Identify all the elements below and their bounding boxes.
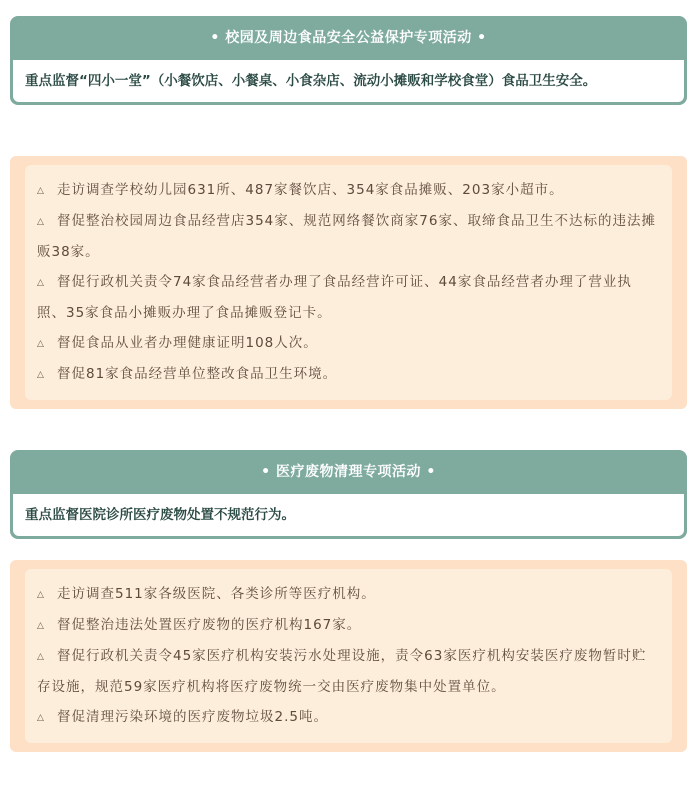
triangle-bullet-icon: △ [37, 186, 45, 196]
triangle-bullet-icon: △ [37, 339, 45, 349]
section-title: • 医疗废物清理专项活动 • [261, 464, 436, 480]
list-item [37, 641, 660, 702]
triangle-bullet-icon: △ [37, 652, 45, 662]
triangle-bullet-icon: △ [37, 590, 45, 600]
section-medical-waste [10, 450, 687, 539]
list-item-text: 督促清理污染环境的医疗废物垃圾2.5吨。 [57, 709, 328, 725]
triangle-bullet-icon: △ [37, 217, 45, 227]
results-card [10, 156, 687, 409]
list-item-text: 督促食品从业者办理健康证明108人次。 [57, 335, 318, 351]
section-food-safety [10, 16, 687, 105]
list-item [37, 175, 660, 206]
section-header [10, 16, 687, 105]
list-item [37, 610, 660, 641]
results-card [10, 560, 687, 752]
list-item-text: 督促行政机关责令74家食品经营者办理了食品经营许可证、44家食品经营者办理了营业执照、35家食品小摊贩办理了食品摊贩登记卡。 [37, 274, 632, 321]
triangle-bullet-icon: △ [37, 370, 45, 380]
triangle-bullet-icon: △ [37, 713, 45, 723]
results-list [25, 569, 672, 743]
section-title: • 校园及周边食品安全公益保护专项活动 • [210, 30, 487, 46]
list-item [37, 267, 660, 328]
list-item [37, 702, 660, 733]
section-description: 重点监督医院诊所医疗废物处置不规范行为。 [13, 494, 684, 536]
list-item-text: 督促81家食品经营单位整改食品卫生环境。 [57, 366, 338, 382]
section-description: 重点监督“四小一堂”（小餐饮店、小餐桌、小食杂店、流动小摊贩和学校食堂）食品卫生安全。 [13, 60, 684, 102]
triangle-bullet-icon: △ [37, 621, 45, 631]
triangle-bullet-icon: △ [37, 278, 45, 288]
list-item-text: 督促整治校园周边食品经营店354家、规范网络餐饮商家76家、取缔食品卫生不达标的违法摊贩38家。 [37, 213, 656, 260]
list-item [37, 359, 660, 390]
list-item-text: 走访调查511家各级医院、各类诊所等医疗机构。 [57, 586, 376, 602]
section-food-safety-results [10, 156, 687, 409]
section-header [10, 450, 687, 539]
list-item-text: 走访调查学校幼儿园631所、487家餐饮店、354家食品摊贩、203家小超市。 [57, 182, 564, 198]
list-item [37, 206, 660, 267]
section-medical-waste-results [10, 560, 687, 752]
list-item [37, 579, 660, 610]
list-item [37, 328, 660, 359]
list-item-text: 督促行政机关责令45家医疗机构安装污水处理设施，责令63家医疗机构安装医疗废物暂时贮存设施，规范59家医疗机构将医疗废物统一交由医疗废物集中处置单位。 [37, 648, 647, 695]
list-item-text: 督促整治违法处置医疗废物的医疗机构167家。 [57, 617, 362, 633]
results-list [25, 165, 672, 400]
